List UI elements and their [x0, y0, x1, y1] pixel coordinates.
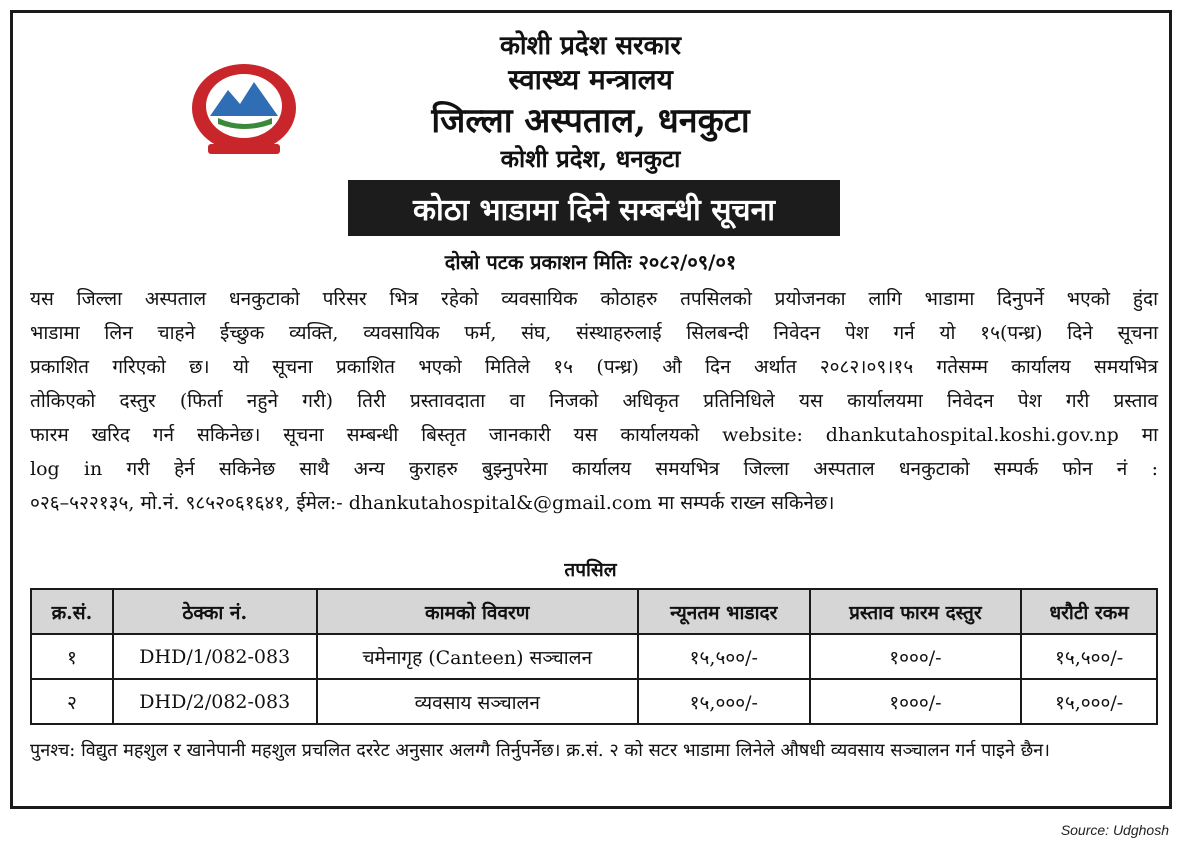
body-line: भाडामा लिन चाहने ईच्छुक व्यक्ति, व्यवसायिक फर्म, संघ, संस्थाहरुलाई सिलबन्दी निवेदन पेश गर्न यो १५(पन्ध्र) दिने सूचना	[30, 322, 1158, 344]
body-line: log in गरी हेर्न सकिनेछ साथै अन्य कुराहरु बुझ्नुपरेमा कार्यालय समयभित्र जिल्ला अस्पताल धनकुटाको सम्पर्क फोन नं :	[30, 458, 1158, 480]
table-title: तपसिल	[564, 559, 617, 581]
cell: २	[31, 679, 113, 724]
body-line: फारम खरिद गर्न सकिनेछ। सूचना सम्बन्धी बिस्तृत जानकारी यस कार्यालयको website: dhankutahospital.koshi.gov.np मा	[30, 424, 1158, 446]
col-header: प्रस्ताव फारम दस्तुर	[810, 589, 1022, 634]
table-row	[31, 679, 1157, 724]
notice-body	[30, 282, 1158, 520]
cell: १	[31, 634, 113, 679]
col-header: कामको विवरण	[317, 589, 638, 634]
cell: चमेनागृह (Canteen) सञ्चालन	[317, 634, 638, 679]
cell: DHD/1/082-083	[113, 634, 317, 679]
cell: १५,०००/-	[638, 679, 810, 724]
cell: व्यवसाय सञ्चालन	[317, 679, 638, 724]
col-header: न्यूनतम भाडादर	[638, 589, 810, 634]
cell: १५,५००/-	[638, 634, 810, 679]
col-header: क्र.सं.	[31, 589, 113, 634]
table-row	[31, 634, 1157, 679]
col-header: धरौटी रकम	[1021, 589, 1157, 634]
cell: DHD/2/082-083	[113, 679, 317, 724]
body-line: तोकिएको दस्तुर (फिर्ता नहुने गरी) तिरी प्रस्तावदाता वा निजको अधिकृत प्रतिनिधिले यस कार्यालयमा निवेदन पेश गरी प्रस्ताव	[30, 390, 1158, 412]
col-header: ठेक्का नं.	[113, 589, 317, 634]
body-line: प्रकाशित गरिएको छ। यो सूचना प्रकाशित भएको मितिले १५ (पन्ध्र) औ दिन अर्थात २०८२।०९।१५ गतेसम्म कार्यालय समयभित्र	[30, 356, 1158, 378]
cell: १५,५००/-	[1021, 634, 1157, 679]
header-province-govt: कोशी प्रदेश सरकार	[499, 31, 682, 61]
postscript-note: पुनश्च: विद्युत महशुल र खानेपानी महशुल प्रचलित दररेट अनुसार अलग्गै तिर्नुपर्नेछ। क्र.सं. २ को सटर भाडामा लिनेले औषधी व्यवसाय सञ्चालन गर्न पाइने छैन।	[30, 740, 1050, 761]
header-hospital: जिल्ला अस्पताल, धनकुटा	[431, 101, 750, 141]
cell: १०००/-	[810, 679, 1022, 724]
source-credit: Source: Udghosh	[1060, 822, 1169, 838]
header-address: कोशी प्रदेश, धनकुटा	[500, 144, 681, 173]
body-line: ०२६–५२२१३५, मो.नं. ९८५२०६१६४१, ईमेल:- dhankutahospital&@gmail.com मा सम्पर्क राख्न सकिनेछ।	[30, 492, 835, 514]
cell: १५,०००/-	[1021, 679, 1157, 724]
notice-title-banner: कोठा भाडामा दिने सम्बन्धी सूचना	[348, 180, 840, 236]
table-header-row	[31, 589, 1157, 634]
publish-date: दोस्रो पटक प्रकाशन मितिः २०८२/०९/०१	[444, 250, 737, 274]
header-ministry: स्वास्थ्य मन्त्रालय	[508, 63, 673, 96]
schedule-table	[30, 588, 1158, 725]
cell: १०००/-	[810, 634, 1022, 679]
body-line: यस जिल्ला अस्पताल धनकुटाको परिसर भित्र रहेको व्यवसायिक कोठाहरु तपसिलको प्रयोजनका लागि भाडामा दिनुपर्ने भएको हुंदा	[30, 288, 1158, 310]
